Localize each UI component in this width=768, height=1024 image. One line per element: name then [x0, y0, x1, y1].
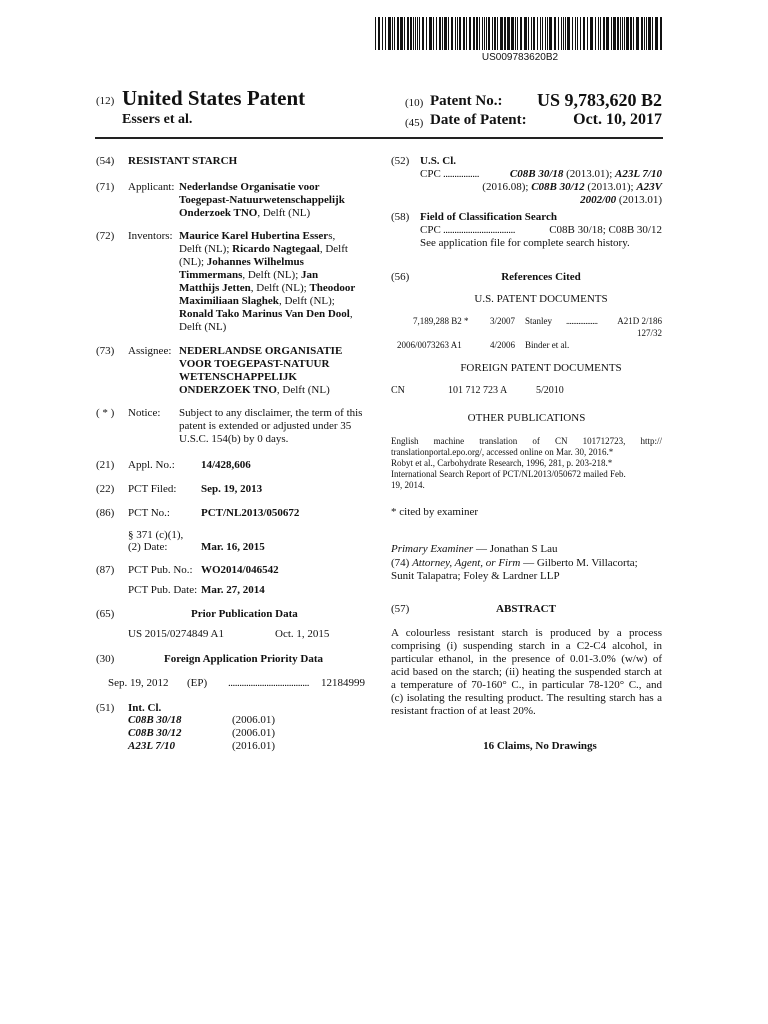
applicant-line: Onderzoek TNO [179, 207, 258, 219]
inventor-text: , Delft [319, 243, 348, 255]
assignee-line: ONDERZOEK TNO [179, 384, 277, 396]
priority-leader: .................................... [228, 677, 309, 689]
applicant-line: Nederlandse Organisatie voor [179, 181, 320, 193]
assignee-location: , Delft (NL) [276, 384, 330, 396]
inventors-label: Inventors: [128, 230, 173, 242]
code-10: (10) [405, 97, 424, 109]
inventor-name: Jan [301, 269, 319, 281]
assignee-value [179, 345, 374, 397]
field-search-value: C08B 30/18; C08B 30/12 [549, 224, 662, 236]
code-54: (54) [96, 155, 115, 167]
patent-number: US 9,783,620 B2 [536, 90, 662, 110]
code-72: (72) [96, 230, 115, 242]
pct-no-value: PCT/NL2013/050672 [201, 507, 300, 519]
code-71: (71) [96, 181, 115, 193]
other-pub-line: English machine translation of CN 101712723, http:// [391, 436, 662, 446]
code-65: (65) [96, 608, 115, 620]
priority-number: 12184999 [321, 677, 365, 689]
foreign-date: 5/2010 [536, 385, 564, 396]
document-title: United States Patent [122, 86, 306, 110]
foreign-docs-heading: FOREIGN PATENT DOCUMENTS [460, 362, 622, 374]
patent-no-label: Patent No.: [430, 93, 503, 109]
inventor-text: , Delft (NL); [250, 282, 310, 294]
other-pub-line: International Search Report of PCT/NL2013/050672 mailed Feb. [391, 469, 626, 479]
attorney-line: Gilberto M. Villacorta; [536, 557, 638, 569]
attorney-line: Sunit Talapatra; Foley & Lardner LLP [391, 570, 560, 582]
ref-date: 4/2006 [490, 340, 516, 350]
code-57: (57) [391, 603, 410, 615]
code-87: (87) [96, 564, 115, 576]
authors: Essers et al. [122, 112, 193, 127]
us-cl-version: (2016.08); [482, 181, 532, 193]
int-cl-version: (2006.01) [232, 727, 276, 739]
us-docs-heading: U.S. PATENT DOCUMENTS [474, 293, 608, 305]
abstract-line: A colourless resistant starch is produced by a process [391, 627, 662, 639]
attorney-dash: — [520, 557, 537, 569]
inventor-name: Matthijs Jetten [179, 282, 251, 294]
header-rule [95, 137, 663, 139]
other-pub-line: translationportal.epo.org/, accessed online on Mar. 30, 2016.* [391, 447, 614, 457]
code-56: (56) [391, 271, 410, 283]
applicant-label: Applicant: [128, 181, 175, 193]
priority-date: Sep. 19, 2012 [108, 677, 169, 689]
abstract-text [391, 627, 662, 718]
int-cl-version: (2006.01) [232, 714, 276, 726]
us-cl-heading: U.S. Cl. [420, 155, 457, 167]
us-cl-class: A23V [636, 181, 662, 193]
applicant-value [179, 181, 374, 220]
inventor-text: , Delft (NL); [278, 295, 335, 307]
code-86: (86) [96, 507, 115, 519]
field-search-cpc-label: CPC [420, 224, 441, 236]
applicant-line: Toegepast-Natuurwetenschappelijk [179, 194, 345, 206]
attorney-label: Attorney, Agent, or Firm [412, 557, 521, 569]
ref-name: Stanley [525, 316, 552, 326]
ref-class: A21D 2/186 [617, 316, 662, 326]
appl-no-label: Appl. No.: [128, 459, 175, 471]
inventor-text: Delft (NL) [179, 321, 227, 333]
foreign-number: 101 712 723 A [448, 385, 508, 396]
foreign-priority-heading: Foreign Application Priority Data [164, 653, 323, 665]
other-pub-line: Robyt et al., Carbohydrate Research, 1996, 281, p. 203-218.* [391, 458, 613, 468]
notice-line: U.S.C. 154(b) by 0 days. [179, 433, 289, 445]
code-45: (45) [405, 117, 424, 129]
us-cl-version: (2013.01); [584, 181, 637, 193]
barcode-number: US009783620B2 [481, 52, 559, 63]
patent-date: Oct. 10, 2017 [573, 111, 662, 128]
abstract-line: comprising (i) suspending starch in a C2-C4 alcohol, in [391, 640, 662, 652]
code-22: (22) [96, 483, 115, 495]
references-heading: References Cited [501, 271, 581, 283]
us-cl-version: (2013.01); [563, 168, 616, 180]
abstract-line: particular ethanol, in the presence of 0.01-3.0% (w/w) of [391, 653, 662, 665]
code-notice: ( * ) [96, 407, 115, 419]
assignee-label: Assignee: [128, 345, 172, 357]
inventor-name: Maurice Karel Hubertina Esser [179, 230, 329, 242]
attorney [391, 557, 638, 570]
priority-office: (EP) [187, 677, 208, 689]
code-21: (21) [96, 459, 115, 471]
appl-no-value: 14/428,606 [201, 459, 251, 471]
us-cl-line-1 [470, 168, 662, 181]
inventor-text: , Delft (NL); [242, 269, 302, 281]
inventor-text: , [349, 308, 353, 320]
code-73: (73) [96, 345, 115, 357]
inventor-text: (NL); [179, 256, 207, 268]
ref-class: 127/32 [636, 328, 662, 338]
inventor-name: Johannes Wilhelmus [206, 256, 304, 268]
examiner-dash: — [473, 543, 490, 555]
assignee-line: VOOR TOEGEPAST-NATUUR [179, 358, 330, 370]
abstract-line: (c) isolating the resulting product. The resulting starch has a [391, 692, 662, 704]
int-cl-version: (2016.01) [232, 740, 276, 752]
other-pubs [391, 436, 662, 491]
int-cl-class: C08B 30/18 [128, 714, 182, 726]
inventor-text: Delft (NL); [179, 243, 233, 255]
other-pubs-heading: OTHER PUBLICATIONS [467, 412, 586, 424]
other-pub-line: 19, 2014. [391, 480, 425, 490]
inventor-name: Timmermans [179, 269, 243, 281]
us-cl-class: 2002/00 [580, 194, 617, 206]
us-cl-cpc-label: CPC [420, 168, 441, 180]
prior-pub-date: Oct. 1, 2015 [275, 628, 330, 640]
int-cl-class: C08B 30/12 [128, 727, 182, 739]
pct-pub-no-value: WO2014/046542 [201, 564, 279, 576]
int-cl-class: A23L 7/10 [128, 740, 175, 752]
applicant-location: , Delft (NL) [257, 207, 311, 219]
us-cl-line-2 [420, 181, 662, 194]
abstract-heading: ABSTRACT [496, 603, 556, 615]
assignee-line: NEDERLANDSE ORGANISATIE [179, 345, 343, 357]
inventor-name: Maximiliaan Slaghek [179, 295, 279, 307]
us-cl-line-3 [420, 194, 662, 207]
notice-text [179, 407, 374, 446]
prior-pub-heading: Prior Publication Data [191, 608, 298, 620]
field-search-leader: ................................ [443, 224, 515, 236]
code-52: (52) [391, 155, 410, 167]
inventors-value [179, 230, 374, 334]
code-30: (30) [96, 653, 115, 665]
barcode [375, 17, 662, 50]
claims-summary: 16 Claims, No Drawings [483, 740, 597, 752]
notice-line: Subject to any disclaimer, the term of this [179, 407, 363, 419]
section-371-date: Mar. 16, 2015 [201, 541, 265, 553]
section-371-date-label: (2) Date: [128, 541, 168, 553]
ref-leader: .................. [566, 316, 598, 326]
abstract-line: resistant fraction of at least 20%. [391, 705, 536, 717]
inventor-text: s, [328, 230, 336, 242]
code-74: (74) [391, 557, 410, 569]
us-cl-class: C08B 30/12 [531, 181, 585, 193]
section-371-label: § 371 (c)(1), [128, 529, 184, 541]
pct-pub-no-label: PCT Pub. No.: [128, 564, 193, 576]
ref-name: Binder et al. [525, 340, 570, 350]
us-cl-class: A23L 7/10 [615, 168, 662, 180]
inventor-name: Theodoor [309, 282, 356, 294]
field-search-note: See application file for complete search history. [420, 237, 630, 249]
date-label: Date of Patent: [430, 112, 527, 128]
primary-examiner [391, 543, 558, 556]
examiner-label: Primary Examiner [391, 543, 474, 555]
int-cl-heading: Int. Cl. [128, 702, 162, 714]
field-search-heading: Field of Classification Search [420, 211, 557, 223]
examiner-name: Jonathan S Lau [489, 543, 558, 555]
us-cl-class: C08B 30/18 [509, 168, 564, 180]
pct-filed-value: Sep. 19, 2013 [201, 483, 263, 495]
notice-line: patent is extended or adjusted under 35 [179, 420, 352, 432]
ref-date: 3/2007 [490, 316, 516, 326]
ref-number: 7,189,288 B2 * [413, 316, 469, 326]
us-cl-leader: ................ [443, 168, 479, 180]
ref-number: 2006/0073263 A1 [397, 340, 462, 350]
notice-label: Notice: [128, 407, 161, 419]
abstract-line: a temperature of 70-160° C., in particular 78-120° C., and [391, 679, 662, 691]
invention-title: RESISTANT STARCH [128, 155, 238, 167]
assignee-line: WETENSCHAPPELIJK [179, 371, 297, 383]
pct-pub-date-value: Mar. 27, 2014 [201, 584, 265, 596]
code-12: (12) [96, 95, 115, 107]
pct-no-label: PCT No.: [128, 507, 170, 519]
abstract-line: acid based on the starch; (ii) heating the suspended starch at [391, 666, 662, 678]
inventor-name: Ronald Tako Marinus Van Den Dool [179, 308, 350, 320]
foreign-country: CN [391, 385, 405, 396]
code-58: (58) [391, 211, 410, 223]
pct-filed-label: PCT Filed: [128, 483, 177, 495]
us-cl-version: (2013.01) [616, 194, 662, 206]
code-51: (51) [96, 702, 115, 714]
cited-by-examiner: * cited by examiner [391, 506, 479, 518]
prior-pub-number: US 2015/0274849 A1 [128, 628, 224, 640]
pct-pub-date-label: PCT Pub. Date: [128, 584, 198, 596]
inventor-name: Ricardo Nagtegaal [232, 243, 320, 255]
